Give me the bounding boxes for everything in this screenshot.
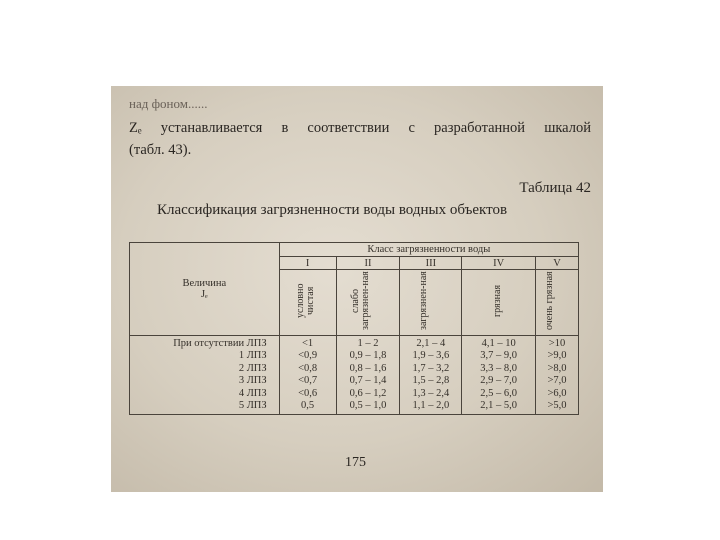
table-cell: >7,0: [547, 375, 567, 387]
table-cell: 1,9 – 3,6: [412, 350, 450, 362]
class-roman-2: II: [336, 257, 400, 270]
row-label: 4 ЛПЗ: [238, 387, 267, 399]
table-cell: >9,0: [547, 350, 567, 362]
class-name-3: загрязнен-ная: [417, 271, 429, 331]
pollution-class-table: [129, 242, 579, 415]
page-number: 175: [345, 455, 366, 470]
table-cell: 2,9 – 7,0: [480, 375, 517, 387]
table-cell: 2,1 – 5,0: [480, 400, 517, 412]
table-cell: 0,8 – 1,6: [349, 362, 387, 374]
table-cell: 2,5 – 6,0: [480, 387, 517, 399]
table-cell: <0,8: [298, 362, 318, 374]
table-cell: 0,5 – 1,0: [349, 400, 387, 412]
class-roman-5: V: [536, 257, 579, 270]
row-label: 2 ЛПЗ: [238, 362, 267, 374]
row-header-cell: [130, 243, 280, 336]
row-header-label: Величина: [182, 278, 227, 289]
table-cell: 2,1 – 4: [416, 338, 446, 349]
table-cell: 1,3 – 2,4: [412, 387, 450, 399]
class-name-2: слабо загрязнен-ная: [349, 271, 371, 331]
class-roman-1: I: [279, 257, 336, 270]
class-4-values: [462, 336, 536, 415]
class-roman-4: IV: [462, 257, 536, 270]
table-cell: 1,5 – 2,8: [412, 375, 450, 387]
table-cell: 0,9 – 1,8: [349, 350, 387, 362]
table-cell: >8,0: [547, 362, 567, 374]
table-cell: <0,6: [298, 387, 318, 399]
class-2-values: [336, 336, 400, 415]
class-group-header: Класс загрязненности воды: [279, 243, 578, 257]
table-cell: 3,3 – 8,0: [480, 362, 517, 374]
table-cell: 1,7 – 3,2: [412, 362, 450, 374]
table-cell: 3,7 – 9,0: [480, 350, 517, 362]
paragraph-line-2: (табл. 43).: [129, 142, 192, 158]
table-cell: 1,1 – 2,0: [412, 400, 450, 412]
table-cell: <1: [302, 338, 314, 349]
class-3-values: [400, 336, 462, 415]
row-label: 5 ЛПЗ: [238, 400, 267, 412]
class-name-5: очень грязная: [544, 271, 555, 331]
table-cell: <0,9: [298, 350, 318, 362]
table-cell: >10: [548, 338, 566, 349]
table-cell: <0,7: [298, 375, 318, 387]
document-photo: [111, 86, 603, 492]
row-labels-column: [130, 336, 280, 415]
class-1-values: [279, 336, 336, 415]
table-title: Классификация загрязненности воды водных объектов: [157, 202, 508, 218]
table-cell: 0,6 – 1,2: [349, 387, 387, 399]
row-label: При отсутствии ЛПЗ: [173, 338, 267, 349]
table-number: Таблица 42: [519, 180, 591, 196]
cropped-top-line: над фоном......: [129, 96, 208, 111]
table-cell: >5,0: [547, 400, 567, 412]
table-cell: 4,1 – 10: [481, 338, 516, 349]
table-cell: 1 – 2: [357, 338, 379, 349]
row-label: 3 ЛПЗ: [238, 375, 267, 387]
paragraph-line-1: Zₑ устанавливается в соответствии с разработанной шкалой: [129, 120, 591, 136]
table-cell: 0,5: [301, 400, 315, 412]
class-5-values: [536, 336, 579, 415]
row-header-sub: Jₑ: [200, 289, 208, 300]
row-label: 1 ЛПЗ: [238, 350, 267, 362]
class-name-4: грязная: [491, 284, 503, 318]
class-name-1: условно чистая: [294, 283, 316, 319]
table-cell: >6,0: [547, 387, 567, 399]
class-roman-3: III: [400, 257, 462, 270]
table-cell: 0,7 – 1,4: [349, 375, 387, 387]
